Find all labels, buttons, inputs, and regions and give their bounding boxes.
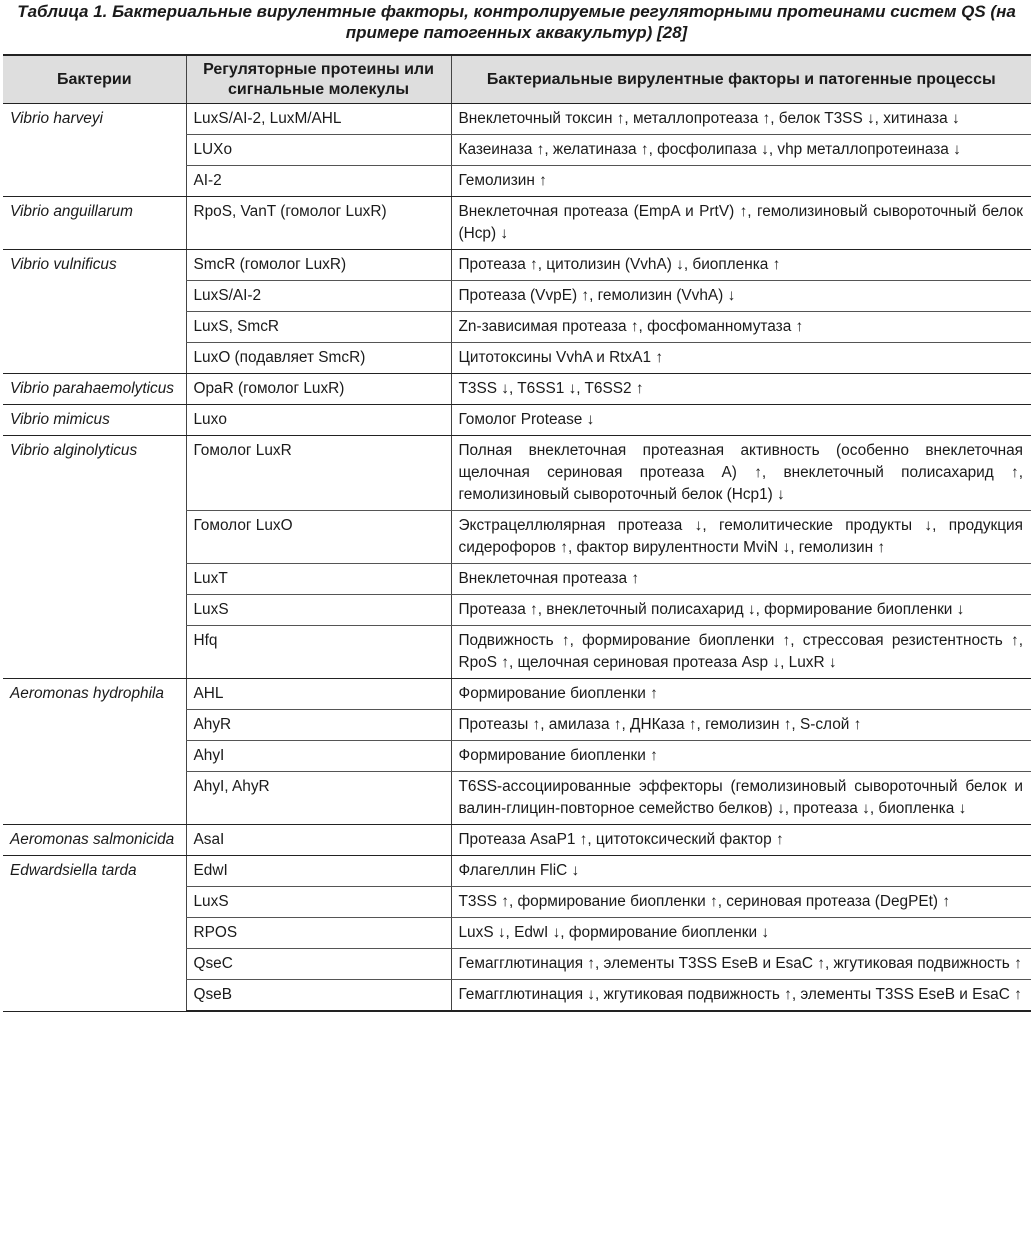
table-row <box>3 856 1031 887</box>
regulator-cell: QseC <box>186 949 451 980</box>
table-caption: Таблица 1. Бактериальные вирулентные факторы, контролируемые регуляторными протеинами систем QS (на примере патогенных аквакультур) [28] <box>17 2 1016 42</box>
regulator-cell: LuxS <box>186 887 451 918</box>
virulence-factors-cell: Флагеллин FliC ↓ <box>451 856 1031 887</box>
regulator-cell: LuxS, SmcR <box>186 312 451 343</box>
virulence-factors-cell: Экстрацеллюлярная протеаза ↓, гемолитические продукты ↓, продукция сидерофоров ↑, фактор вирулентности MviN ↓, гемолизин ↑ <box>451 511 1031 564</box>
virulence-factors-cell: Zn-зависимая протеаза ↑, фосфоманномутаза ↑ <box>451 312 1031 343</box>
regulator-cell: OpaR (гомолог LuxR) <box>186 374 451 405</box>
regulator-cell: AhyI <box>186 741 451 772</box>
virulence-factors-cell: Формирование биопленки ↑ <box>451 741 1031 772</box>
table-row <box>3 436 1031 511</box>
regulator-cell: SmcR (гомолог LuxR) <box>186 250 451 281</box>
virulence-factors-cell: T6SS-ассоциированные эффекторы (гемолизиновый сывороточный белок и валин-глицин-повторное семейство белков) ↓, протеаза ↓, биопленка ↓ <box>451 772 1031 825</box>
regulator-cell: LuxT <box>186 564 451 595</box>
virulence-factors-cell: Протеаза AsaP1 ↑, цитотоксический фактор ↑ <box>451 825 1031 856</box>
header-row <box>3 55 1031 104</box>
header-factors: Бактериальные вирулентные факторы и патогенные процессы <box>451 55 1031 104</box>
regulator-cell: RPOS <box>186 918 451 949</box>
virulence-factors-cell: Казеиназа ↑, желатиназа ↑, фосфолипаза ↓, vhp металлопротеиназа ↓ <box>451 135 1031 166</box>
virulence-factors-cell: Внеклеточная протеаза ↑ <box>451 564 1031 595</box>
table-row <box>3 679 1031 710</box>
virulence-factors-cell: Протеаза ↑, цитолизин (VvhA) ↓, биопленка ↑ <box>451 250 1031 281</box>
virulence-factors-cell: Формирование биопленки ↑ <box>451 679 1031 710</box>
virulence-factors-cell: Полная внеклеточная протеазная активность (особенно внеклеточная щелочная сериновая протеаза A) ↑, внеклеточный полисахарид ↑, гемолизиновый сывороточный белок (Hcp1) ↓ <box>451 436 1031 511</box>
bacterium-name: Vibrio parahaemolyticus <box>3 374 186 405</box>
virulence-factors-cell: T3SS ↓, T6SS1 ↓, T6SS2 ↑ <box>451 374 1031 405</box>
regulator-cell: LuxO (подавляет SmcR) <box>186 343 451 374</box>
virulence-factors-cell: LuxS ↓, EdwI ↓, формирование биопленки ↓ <box>451 918 1031 949</box>
virulence-factors-cell: Гемагглютинация ↓, жгутиковая подвижность ↑, элементы T3SS EseB и EsaC ↑ <box>451 980 1031 1012</box>
virulence-factors-table <box>3 54 1031 1012</box>
virulence-factors-cell: Гемолизин ↑ <box>451 166 1031 197</box>
regulator-cell: QseB <box>186 980 451 1012</box>
bacterium-name: Vibrio anguillarum <box>3 197 186 250</box>
virulence-factors-cell: Подвижность ↑, формирование биопленки ↑, стрессовая резистентность ↑, RpoS ↑, щелочная сериновая протеаза Asp ↓, LuxR ↓ <box>451 626 1031 679</box>
virulence-factors-cell: Гемагглютинация ↑, элементы T3SS EseB и EsaC ↑, жгутиковая подвижность ↑ <box>451 949 1031 980</box>
regulator-cell: EdwI <box>186 856 451 887</box>
bacterium-name: Vibrio mimicus <box>3 405 186 436</box>
virulence-factors-cell: T3SS ↑, формирование биопленки ↑, сериновая протеаза (DegPEt) ↑ <box>451 887 1031 918</box>
virulence-factors-cell: Протеаза ↑, внеклеточный полисахарид ↓, формирование биопленки ↓ <box>451 595 1031 626</box>
regulator-cell: AI-2 <box>186 166 451 197</box>
bacterium-name: Vibrio vulnificus <box>3 250 186 374</box>
regulator-cell: Гомолог LuxO <box>186 511 451 564</box>
virulence-factors-cell: Протеазы ↑, амилаза ↑, ДНКаза ↑, гемолизин ↑, S-слой ↑ <box>451 710 1031 741</box>
virulence-factors-cell: Внеклеточная протеаза (EmpA и PrtV) ↑, гемолизиновый сывороточный белок (Hcp) ↓ <box>451 197 1031 250</box>
regulator-cell: Luxo <box>186 405 451 436</box>
table-row <box>3 197 1031 250</box>
regulator-cell: LuxS <box>186 595 451 626</box>
regulator-cell: AHL <box>186 679 451 710</box>
bacterium-name: Edwardsiella tarda <box>3 856 186 1012</box>
bacterium-name: Aeromonas salmonicida <box>3 825 186 856</box>
bacterium-name: Vibrio harveyi <box>3 104 186 197</box>
virulence-factors-cell: Протеаза (VvpE) ↑, гемолизин (VvhA) ↓ <box>451 281 1031 312</box>
table-row <box>3 825 1031 856</box>
regulator-cell: AsaI <box>186 825 451 856</box>
regulator-cell: AhyI, AhyR <box>186 772 451 825</box>
regulator-cell: LUXo <box>186 135 451 166</box>
bacterium-name: Aeromonas hydrophila <box>3 679 186 825</box>
table-body <box>3 104 1031 1012</box>
bacterium-name: Vibrio alginolyticus <box>3 436 186 679</box>
virulence-factors-cell: Гомолог Protease ↓ <box>451 405 1031 436</box>
table-row <box>3 405 1031 436</box>
regulator-cell: RpoS, VanT (гомолог LuxR) <box>186 197 451 250</box>
table-row <box>3 250 1031 281</box>
header-bacteria: Бактерии <box>3 55 186 104</box>
virulence-factors-cell: Внеклеточный токсин ↑, металлопротеаза ↑, белок T3SS ↓, хитиназа ↓ <box>451 104 1031 135</box>
regulator-cell: Hfq <box>186 626 451 679</box>
header-regulators: Регуляторные протеины или сигнальные молекулы <box>186 55 451 104</box>
regulator-cell: AhyR <box>186 710 451 741</box>
regulator-cell: Гомолог LuxR <box>186 436 451 511</box>
table-row <box>3 374 1031 405</box>
table-row <box>3 104 1031 135</box>
virulence-factors-cell: Цитотоксины VvhA и RtxA1 ↑ <box>451 343 1031 374</box>
regulator-cell: LuxS/AI-2, LuxM/AHL <box>186 104 451 135</box>
regulator-cell: LuxS/AI-2 <box>186 281 451 312</box>
